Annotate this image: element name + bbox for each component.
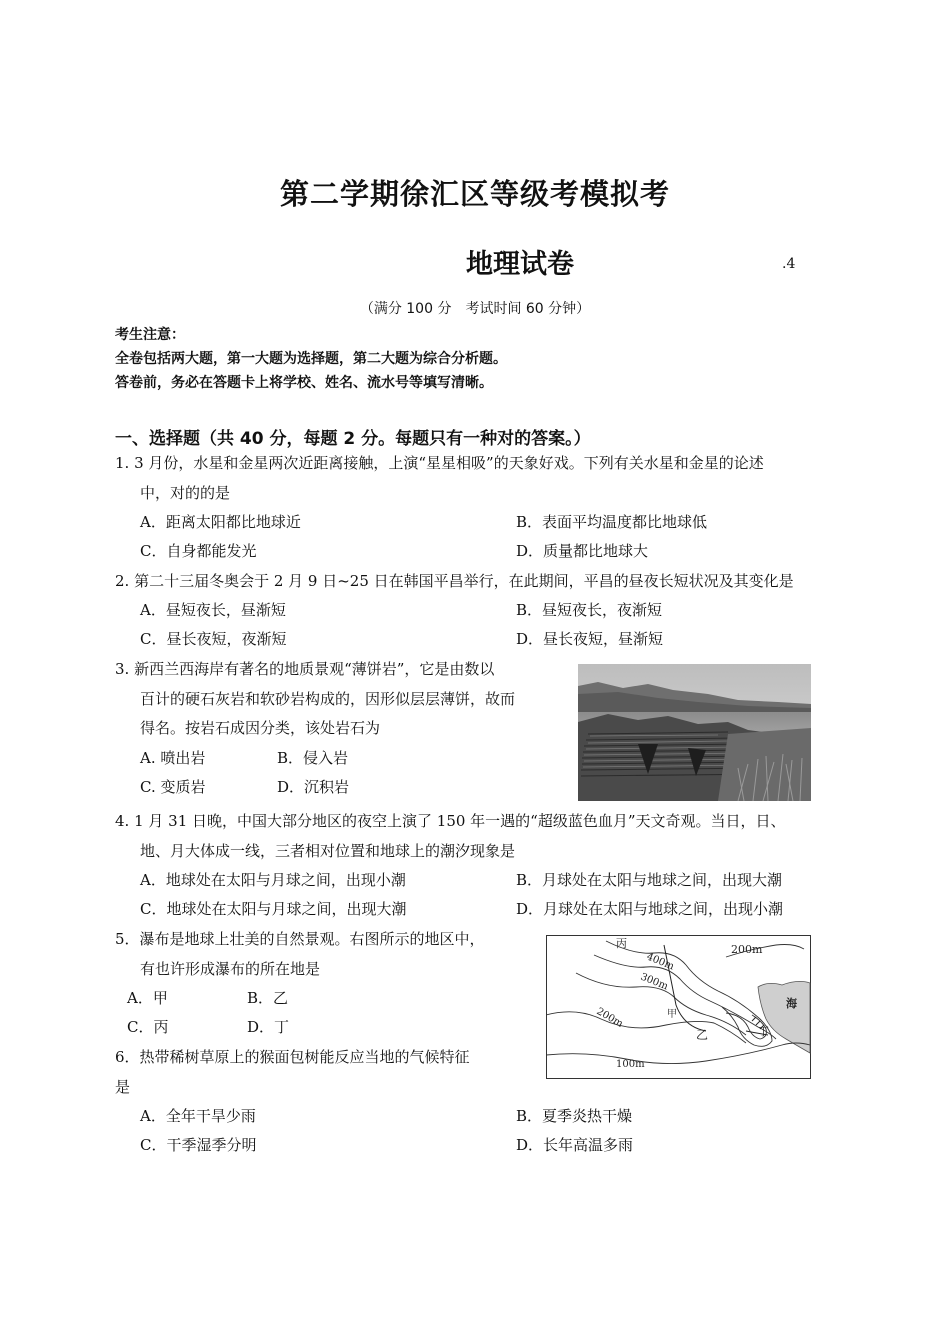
q6-option-a: A．全年干旱少雨 bbox=[140, 1107, 256, 1125]
notice-line-1: 全卷包括两大题，第一大题为选择题，第二大题为综合分析题。 bbox=[115, 351, 507, 367]
subtitle-suffix: .4 bbox=[782, 256, 796, 272]
q4-option-c: C．地球处在太阳与月球之间，出现大潮 bbox=[140, 900, 407, 918]
q2-option-a: A．昼短夜长，昼渐短 bbox=[140, 601, 286, 619]
q3-stem-line3: 得名。按岩石成因分类，该处岩石为 bbox=[140, 719, 381, 737]
q1-option-b: B．表面平均温度都比地球低 bbox=[516, 513, 708, 531]
q2-stem: 2. 第二十三届冬奥会于 2 月 9 日~25 日在韩国平昌举行，在此期间，平昌的昼夜长短状况及其变化是 bbox=[115, 572, 794, 590]
q5-stem-line2: 有也许形成瀑布的所在地是 bbox=[140, 960, 321, 978]
map-label-300m: 300m bbox=[638, 971, 670, 993]
q6-option-c: C．干季湿季分明 bbox=[140, 1136, 257, 1154]
notice-line-2: 答卷前，务必在答题卡上将学校、姓名、流水号等填写清晰。 bbox=[115, 375, 493, 391]
map-label-400m: 400m bbox=[644, 951, 676, 973]
q1-option-d: D．质量都比地球大 bbox=[516, 542, 649, 560]
q3-stem-line2: 百计的硬石灰岩和软砂岩构成的，因形似层层薄饼，故而 bbox=[140, 690, 516, 708]
q4-option-b: B．月球处在太阳与地球之间，出现大潮 bbox=[516, 871, 783, 889]
section-heading: 一、选择题（共 40 分，每题 2 分。每题只有一种对的答案。） bbox=[115, 429, 591, 449]
q2-option-b: B．昼短夜长，夜渐短 bbox=[516, 601, 663, 619]
q6-stem-line1: 6．热带稀树草原上的猴面包树能反应当地的气候特征 bbox=[115, 1048, 470, 1066]
map-label-c: 丙 bbox=[616, 937, 627, 950]
q4-stem-line2: 地、月大体成一线，三者相对位置和地球上的潮汐现象是 bbox=[140, 842, 516, 860]
q5-option-a: A．甲 bbox=[127, 989, 168, 1007]
q4-option-d: D．月球处在太阳与地球之间，出现小潮 bbox=[516, 900, 784, 918]
page-title: 第二学期徐汇区等级考模拟考 bbox=[279, 177, 670, 211]
q3-stem-line1: 3. 新西兰西海岸有著名的地质景观“薄饼岩”，它是由数以 bbox=[115, 660, 495, 678]
q3-option-d: D．沉积岩 bbox=[277, 778, 350, 796]
q1-option-c: C．自身都能发光 bbox=[140, 542, 257, 560]
map-label-a: 甲 bbox=[667, 1009, 677, 1020]
q5-option-d: D．丁 bbox=[247, 1018, 290, 1036]
q1-stem-line1: 1. 3 月份，水星和金星两次近距离接触，上演“星星相吸”的天象好戏。下列有关水星和金星的论述 bbox=[115, 454, 764, 472]
map-label-200m-left: 200m bbox=[594, 1006, 625, 1030]
map-label-b: 乙 bbox=[696, 1028, 709, 1042]
q3-option-c: C. 变质岩 bbox=[140, 778, 206, 796]
q3-option-a: A. 喷出岩 bbox=[140, 749, 206, 767]
q5-option-c: C．丙 bbox=[127, 1018, 169, 1036]
q6-option-d: D．长年高温多雨 bbox=[516, 1136, 634, 1154]
q6-stem-line2: 是 bbox=[115, 1078, 131, 1096]
q3-option-b: B．侵入岩 bbox=[277, 749, 349, 767]
exam-subject-title: 地理试卷 bbox=[466, 249, 574, 280]
contour-map bbox=[546, 935, 811, 1079]
exam-meta: （满分 100 分 考试时间 60 分钟） bbox=[359, 301, 591, 317]
q4-stem-line1: 4. 1 月 31 日晚，中国大部分地区的夜空上演了 150 年一遇的“超级蓝色血月”天文奇观。当日，日、 bbox=[115, 812, 786, 830]
q1-option-a: A．距离太阳都比地球近 bbox=[140, 513, 301, 531]
q4-option-a: A．地球处在太阳与月球之间，出现小潮 bbox=[140, 871, 406, 889]
q6-option-b: B．夏季炎热干燥 bbox=[516, 1107, 633, 1125]
map-label-sea: 海 bbox=[786, 997, 797, 1010]
q2-option-d: D．昼长夜短，昼渐短 bbox=[516, 630, 664, 648]
q5-option-b: B．乙 bbox=[247, 989, 289, 1007]
map-label-100m: 100m bbox=[616, 1059, 645, 1070]
map-label-200m-top: 200m bbox=[731, 943, 763, 956]
notice-heading: 考生注意： bbox=[115, 327, 185, 343]
q2-option-c: C．昼长夜短，夜渐短 bbox=[140, 630, 287, 648]
pancake-rocks-photo bbox=[578, 664, 811, 801]
q5-stem-line1: 5．瀑布是地球上壮美的自然景观。右图所示的地区中， bbox=[115, 930, 485, 948]
q1-stem-line2: 中，对的的是 bbox=[140, 484, 231, 502]
map-label-d: 丁 bbox=[758, 1025, 769, 1038]
